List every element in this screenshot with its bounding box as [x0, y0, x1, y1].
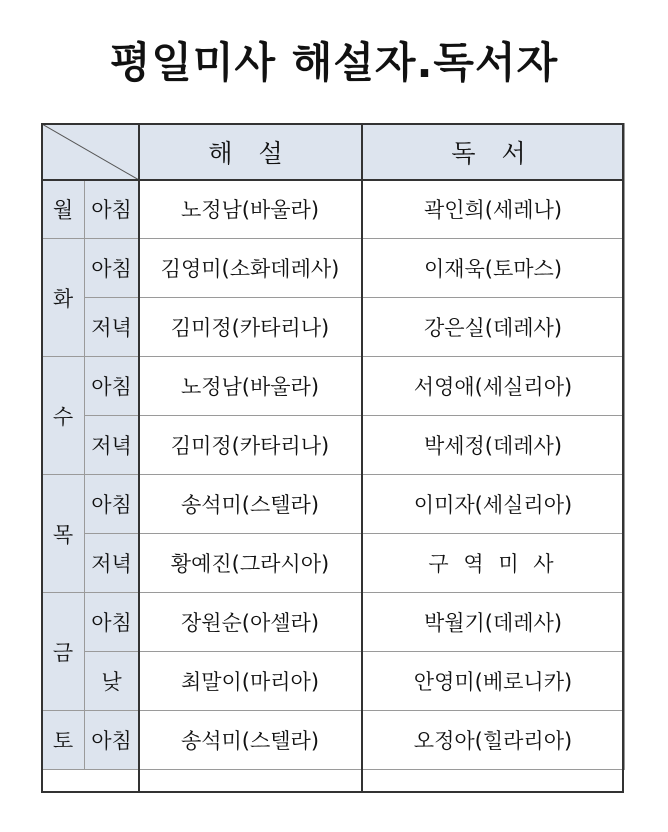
table-row	[42, 239, 625, 298]
reader-cell: 안영미(베로니카)	[362, 652, 625, 711]
header-commentator: 해 설	[139, 124, 362, 180]
reader-cell: 곽인희(세레나)	[362, 180, 625, 239]
reader-cell: 강은실(데레사)	[362, 298, 625, 357]
time-cell: 아침	[85, 711, 139, 770]
reader-cell: 박세정(데레사)	[362, 416, 625, 475]
reader-cell: 오정아(힐라리아)	[362, 711, 625, 770]
day-cell: 목	[42, 475, 85, 593]
time-cell: 아침	[85, 593, 139, 652]
page-title: 평일미사 해설자.독서자	[109, 38, 559, 87]
diagonal-divider	[42, 124, 139, 180]
table-row	[42, 652, 625, 711]
commentator-cell: 황예진(그라시아)	[139, 534, 362, 593]
header-row	[42, 124, 625, 180]
day-cell: 토	[42, 711, 85, 770]
table-row	[42, 357, 625, 416]
commentator-cell: 송석미(스텔라)	[139, 475, 362, 534]
time-cell: 아침	[85, 475, 139, 534]
corner-cell	[42, 124, 139, 180]
commentator-cell: 노정남(바울라)	[139, 357, 362, 416]
time-cell: 저녁	[85, 416, 139, 475]
reader-cell: 박월기(데레사)	[362, 593, 625, 652]
commentator-cell: 김미정(카타리나)	[139, 416, 362, 475]
commentator-cell: 최말이(마리아)	[139, 652, 362, 711]
day-cell: 수	[42, 357, 85, 475]
reader-cell: 이재욱(토마스)	[362, 239, 625, 298]
table-row	[42, 534, 625, 593]
time-cell: 저녁	[85, 298, 139, 357]
reader-cell: 이미자(세실리아)	[362, 475, 625, 534]
header-reader: 독 서	[362, 124, 625, 180]
day-cell: 금	[42, 593, 85, 711]
table-row	[42, 416, 625, 475]
table-row	[42, 711, 625, 770]
commentator-cell: 김미정(카타리나)	[139, 298, 362, 357]
table-row	[42, 298, 625, 357]
commentator-cell: 송석미(스텔라)	[139, 711, 362, 770]
reader-cell: 서영애(세실리아)	[362, 357, 625, 416]
schedule-table	[41, 123, 625, 770]
commentator-cell: 노정남(바울라)	[139, 180, 362, 239]
table-row	[42, 180, 625, 239]
commentator-cell: 장원순(아셀라)	[139, 593, 362, 652]
day-cell: 화	[42, 239, 85, 357]
time-cell: 아침	[85, 357, 139, 416]
time-cell: 낮	[85, 652, 139, 711]
time-cell: 아침	[85, 180, 139, 239]
day-cell: 월	[42, 180, 85, 239]
table-row	[42, 593, 625, 652]
time-cell: 저녁	[85, 534, 139, 593]
time-cell: 아침	[85, 239, 139, 298]
reader-cell: 구 역 미 사	[362, 534, 625, 593]
table-row	[42, 475, 625, 534]
commentator-cell: 김영미(소화데레사)	[139, 239, 362, 298]
